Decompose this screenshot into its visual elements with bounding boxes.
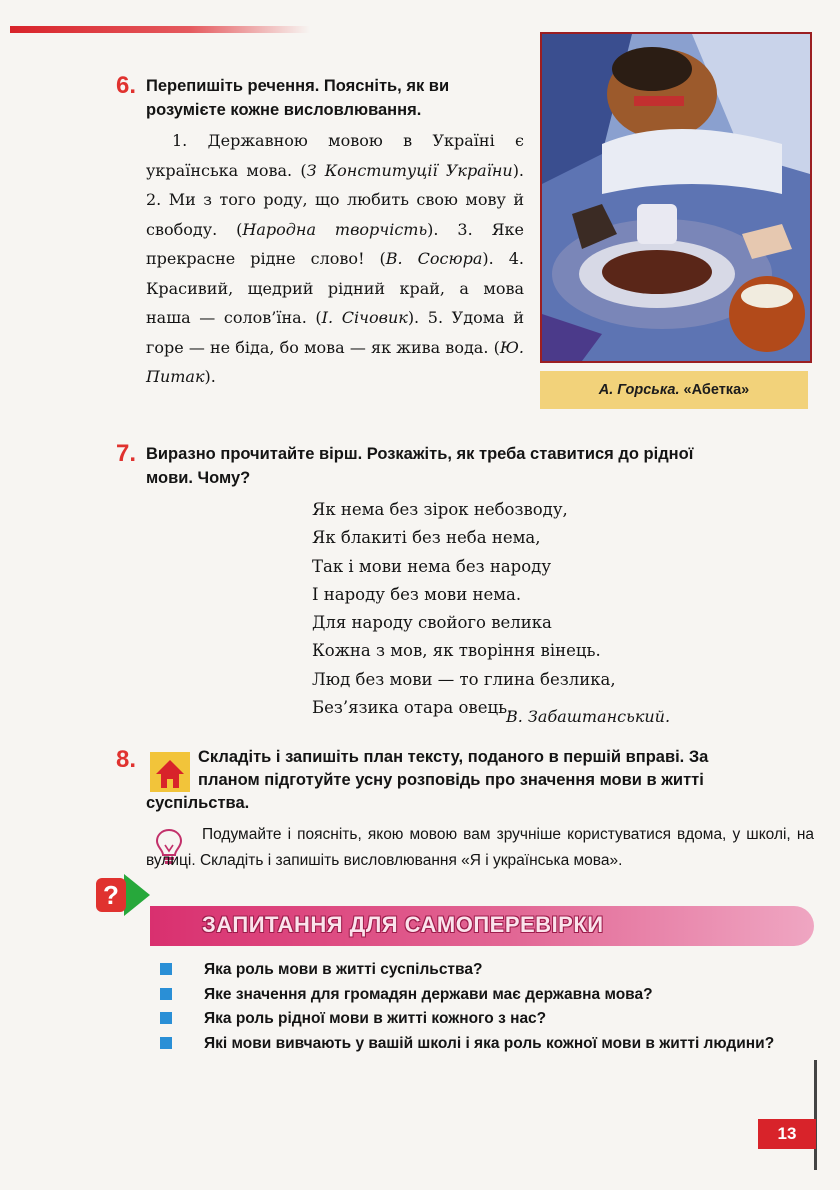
house-icon [150,752,190,792]
source-3: В. Сосюра [385,249,483,268]
poem-line: Без’язика отара овець. [312,698,513,718]
painting-caption [540,371,808,409]
poem-line: Для народу свойого велика [312,613,552,633]
source-5: Ю. Питак [146,337,524,386]
exercise-7-task-line: Виразно прочитайте вірш. Розкажіть, як треба ставитися до рідної [146,445,694,463]
list-item [160,958,816,983]
source-1: З Конституції України [306,160,513,180]
poem-line: Кожна з мов, як творіння вінець. [312,641,601,661]
think-task: Подумайте і поясніть, якою мовою вам зручніше користуватися вдома, у школі, на вулиці. Складіть і запишіть висловлювання «Я і українська мова». [146,826,814,869]
sentence-2: ). 2. Ми з того роду, що любить свою мову й свободу. ( [146,160,525,239]
caption-title: «Абетка» [683,382,750,398]
exercise-8-task-line: Складіть і запишіть план тексту, поданого в першій вправі. За [198,748,709,766]
poem-line: Так і мови нема без народу [312,556,552,576]
source-4: І. Січовик [321,308,408,327]
exercise-8-number: 8. [116,746,137,773]
square-bullet-icon [160,963,172,975]
list-item [160,1032,816,1057]
square-bullet-icon [160,988,172,1000]
poem-author: В. Забаштанський. [506,707,671,726]
exercise-6-text [146,126,524,392]
exercise-7-number: 7. [116,440,137,467]
exercise-6-task [146,74,526,122]
top-decorative-bar [10,26,310,33]
poem-line: І народу без мови нема. [312,584,522,604]
self-check-banner [150,906,814,946]
exercise-8-task-line: планом підготуйте усну розповідь про значення мови в житті [198,771,704,789]
arrow-icon [124,874,150,916]
page-edge-line [814,1060,817,1170]
exercise-8-task [198,746,816,792]
poem [312,496,616,722]
painting-image [540,32,812,363]
list-item [160,1007,816,1032]
question-text: Яка роль мови в житті суспільства? [204,961,483,978]
exercise-6-task-line: розумієте кожне висловлювання. [146,101,422,119]
question-text: Яке значення для громадян держави має державна мова? [204,985,653,1003]
poem-line: Як блакиті без неба нема, [312,528,541,548]
question-mark-icon: ? [96,878,126,912]
source-2: Народна творчість [242,219,428,239]
exercise-6-task-line: Перепишіть речення. Поясніть, як ви [146,77,450,95]
caption-author: А. Горська. [598,382,680,398]
sentence-3: ). 3. Яке прекрасне рідне слово! ( [146,219,524,268]
sentence-5: ). 5. Удома й горе — не біда, бо мова — як жива вода. ( [146,308,524,357]
list-item [160,983,816,1008]
page-number: 13 [758,1119,816,1149]
square-bullet-icon [160,1037,172,1049]
question-text: Які мови вивчають у вашій школі і яка роль кожної мови в житті людини? [204,1034,775,1052]
exercise-7-task-line: мови. Чому? [146,469,251,487]
poem-line: Як нема без зірок небозводу, [312,500,568,519]
exercise-7-task [146,442,816,490]
sentence-4: ). 4. Красивий, щедрий рідний край, а мова наша — солов’їна. ( [146,249,525,327]
exercise-6-number: 6. [116,72,137,99]
poem-line: Люд без мови — то глина безлика, [312,669,616,689]
sentence-1: 1. Державною мовою в Україні є українська мова. ( [146,131,524,180]
square-bullet-icon [160,1012,172,1024]
self-check-questions [160,958,816,1056]
sentence-5-end: ). [204,367,216,386]
painting-illustration [542,34,810,361]
exercise-8-task-line: суспільства. [146,794,250,812]
question-text: Яка роль рідної мови в житті кожного з нас? [204,1010,547,1027]
self-check-title: ЗАПИТАННЯ ДЛЯ САМОПЕРЕВІРКИ [202,912,604,937]
